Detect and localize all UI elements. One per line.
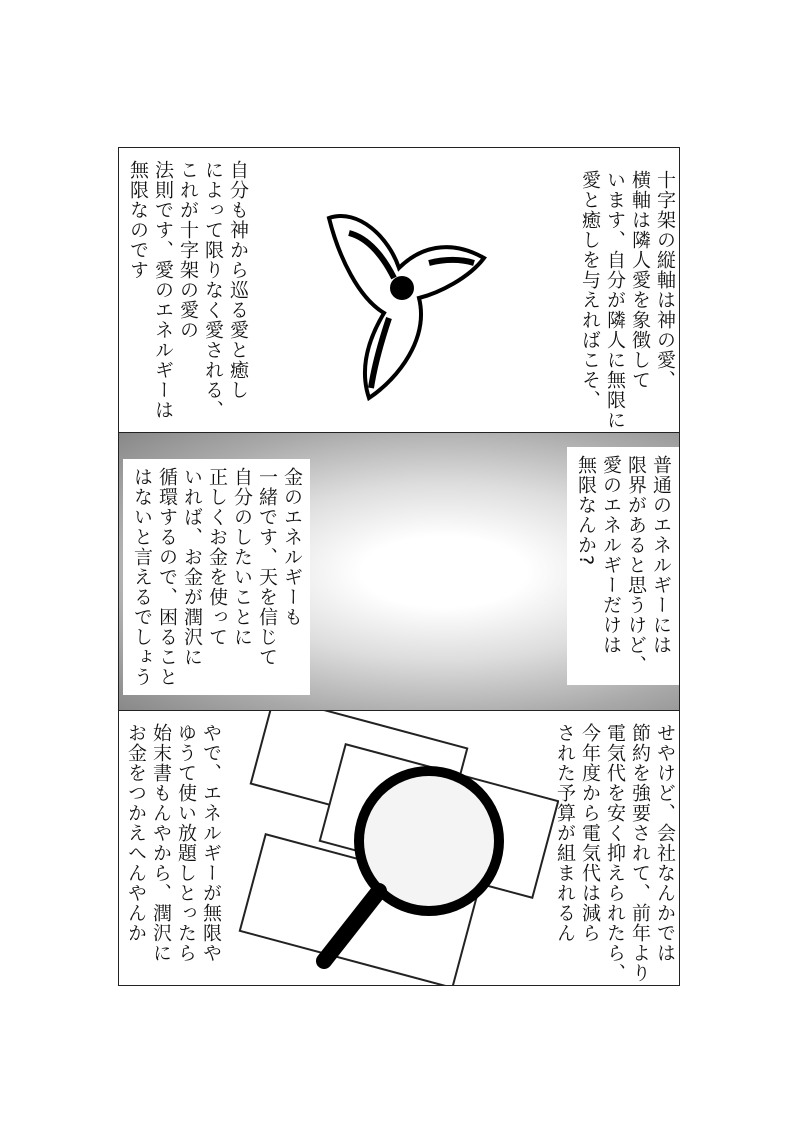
narration-right: 十字架の縦軸は神の愛、 横軸は隣人愛を象徴して います、自分が隣人に無限に 愛と癒しを与えればこそ、 [579,170,676,430]
banknotes-magnifier-illustration [219,711,559,986]
panel-cross [118,147,680,434]
speech-box-right: 普通のエネルギーには 限界があると思うけど、 愛のエネルギーだけは 無限なんか? [567,447,679,685]
narration-left: 自分も神から巡る愛と癒し によって限りなく愛される、 これが十字架の愛の 法則です、愛のエネルギーは 無限なのです [127,160,249,420]
narration-right: せやけど、会社なんかでは 節約を強要されて、前年より 電気代を安く抑えられたら、 今年度から電気代は減ら された予算が組まれるん [554,723,676,983]
panel-magnifier [118,710,680,986]
speech-box-left: 金のエネルギーも 一緒です、天を信じて 自分のしたいことに 正しくお金を使って いれば、お金が潤沢に 循環するので、困ること はないと言えるでしょう [123,459,310,695]
ornate-cross-illustration [299,198,499,408]
narration-left: やで、エネルギーが無限や ゆうて使い放題しとったら 始末書もんやから、潤沢に お金をつかえへんやんか [125,723,222,963]
panel-light-burst [118,432,680,712]
